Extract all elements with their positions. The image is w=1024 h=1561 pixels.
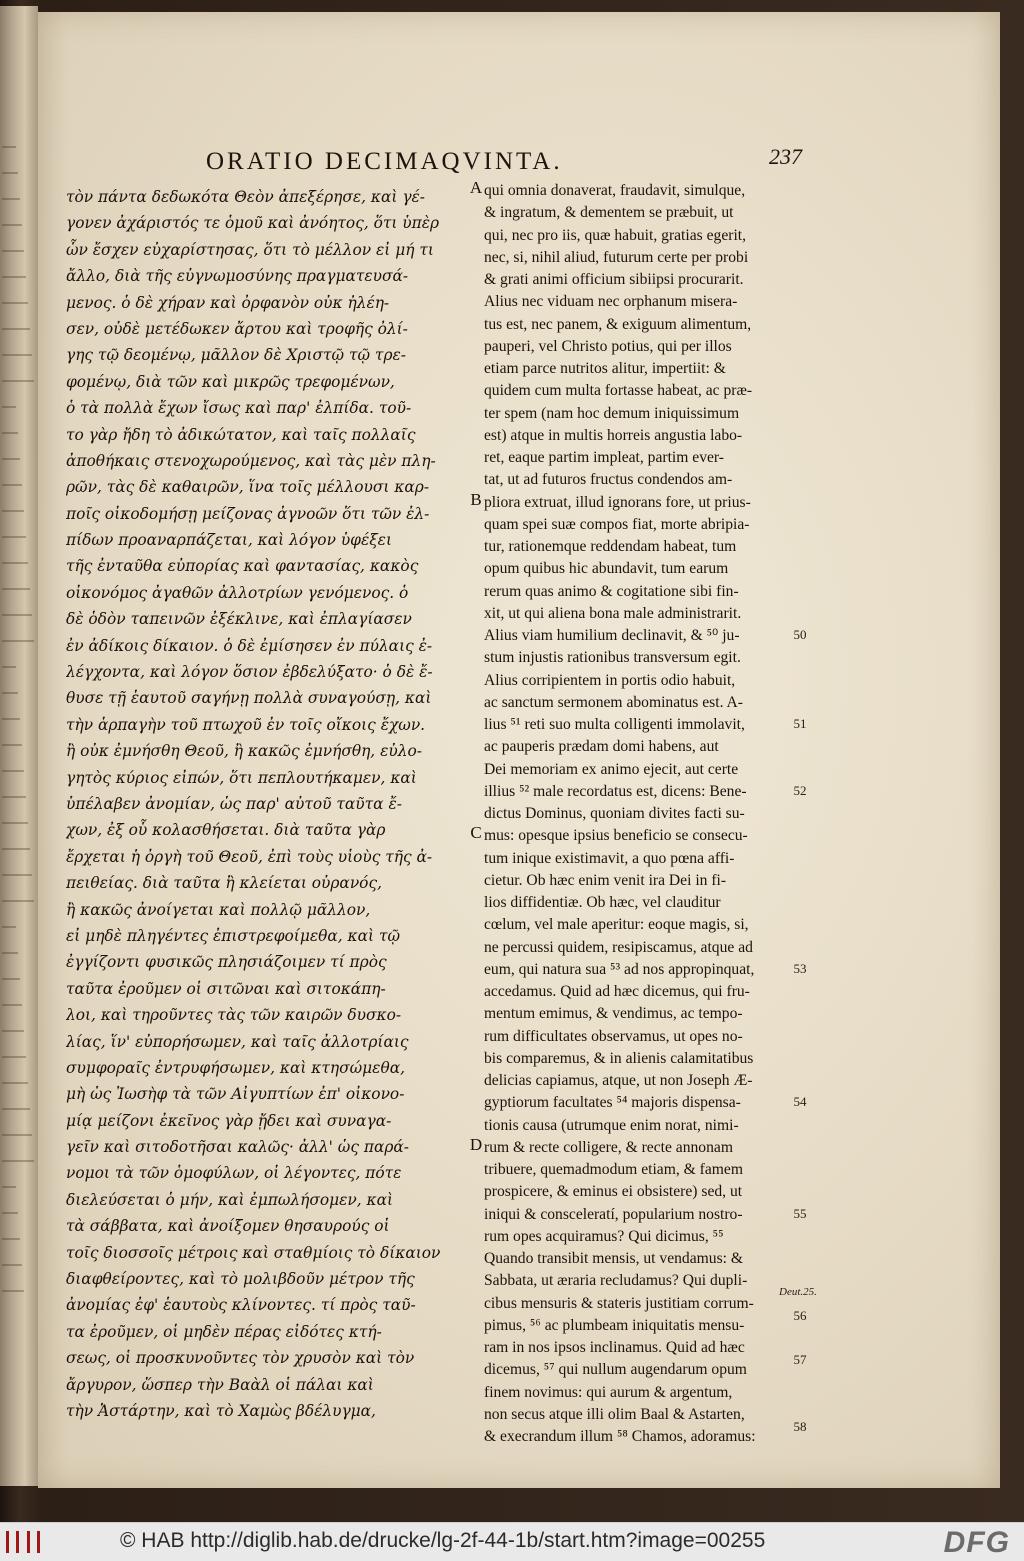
page-header (206, 140, 802, 180)
latin-line: dictus Dominus, quoniam divites facti su- (484, 805, 745, 822)
latin-line: quidem cum multa fortasse habeat, ac præ- (484, 382, 753, 400)
latin-line: mus: opesque ipsius beneficio se consecu- (484, 827, 748, 845)
greek-line: ἔρχεται ἡ ὀργὴ τοῦ Θεοῦ, ἐπὶ τοὺς υἱοὺς τῆς ἀ- (66, 847, 433, 866)
section-marker: C (470, 823, 482, 843)
greek-line: ἄργυρον, ὥσπερ τὴν Βαὰλ οἱ πάλαι καὶ (66, 1375, 374, 1394)
greek-line: λοι, καὶ τηροῦντες τὰς τῶν καιρῶν δυσκο- (66, 1006, 402, 1025)
book-page (38, 12, 1000, 1488)
greek-line: τοῖς διοσσοῖς μέτροις καὶ σταθμίοις τὸ δίκαιον (66, 1243, 441, 1262)
greek-line: δὲ ὁδὸν ταπεινῶν ἐξέκλινε, καὶ ἐπλαγίασεν (66, 610, 412, 629)
margin-note: 51 (793, 716, 807, 731)
greek-line: διαφθείροντες, καὶ τὸ μολιβδοῦν μέτρον τῆς (66, 1270, 415, 1289)
greek-line: σεως, οἱ προσκυνοῦντες τὸν χρυσὸν καὶ τὸν (66, 1349, 415, 1368)
margin-note: 53 (793, 960, 807, 976)
latin-line: ter spem (nam hoc demum iniquissimum (484, 404, 740, 422)
greek-line: σεν, οὐδὲ μετέδωκεν ἄρτου καὶ τροφῆς ὀλί- (66, 319, 408, 338)
section-marker: B (470, 489, 482, 509)
greek-line: διελεύσεται ὁ μήν, καὶ ἐμπωλήσομεν, καὶ (66, 1190, 394, 1209)
greek-line: ἢ κακῶς ἀνοίγεται καὶ πολλῷ μᾶλλον, (66, 900, 371, 919)
greek-line: νομοι τὰ τῶν ὁμοφύλων, οἱ λέγοντες, πότε (66, 1164, 402, 1183)
latin-line: dicemus, ⁵⁷ qui nullum augendarum opum (484, 1361, 747, 1379)
greek-text-column (66, 184, 466, 1424)
section-marker: A (469, 178, 483, 197)
previous-page-edge (0, 6, 38, 1486)
latin-line: tribuere, quemadmodum etiam, & famem (484, 1161, 743, 1178)
latin-line: ac pauperis prædam domi habens, aut (484, 738, 719, 756)
margin-note: 50 (793, 627, 807, 642)
greek-line: λέγχοντα, καὶ λόγον ὅσιον ἐβδελύξατο· ὁ δὲ ἔ- (66, 663, 433, 682)
greek-line: το γὰρ ἤδη τὸ ἀδικώτατον, καὶ ταῖς πολλαῖς (66, 425, 416, 444)
latin-line: bis comparemus, & in alienis calamitatibus (484, 1049, 754, 1067)
latin-line: finem novimus: qui aurum & argentum, (484, 1383, 733, 1401)
margin-note: 56 (793, 1307, 807, 1323)
greek-line: οἰκονόμος ἀγαθῶν ἀλλοτρίων γενόμενος. ὁ (66, 583, 409, 602)
greek-line: ταῦτα ἐροῦμεν οἱ σιτῶναι καὶ σιτοκάπη- (66, 979, 386, 998)
latin-line: qui, nec pro iis, quæ habuit, gratias egerit, (484, 226, 747, 244)
margin-note: Deut.25. (779, 1285, 817, 1298)
margin-note: 54 (793, 1094, 807, 1110)
latin-line: xit, ut qui aliena bona male administrarit. (484, 604, 742, 622)
greek-line: θυσε τῇ ἑαυτοῦ σαγήνῃ πολλὰ συναγούσῃ, καὶ (66, 689, 432, 708)
latin-line: pliora extruat, illud ignorans fore, ut prius- (484, 493, 751, 511)
latin-line: illius ⁵² male recordatus est, dicens: Bene- (484, 782, 747, 800)
greek-line: ἐν ἀδίκοις δίκαιον. ὁ δὲ ἐμίσησεν ἐν πύλαις ἐ- (66, 636, 433, 655)
greek-line: λίας, ἵν' εὐπορήσωμεν, καὶ ταῖς ἀλλοτρίαις (66, 1032, 409, 1051)
latin-line: ac sanctum sermonem abominatus est. A- (484, 693, 743, 711)
greek-line: πίδων προαναρπάζεται, καὶ λόγον ὑφέξει (66, 531, 392, 550)
latin-line: stum injustis rationibus transversum egit. (484, 649, 741, 667)
margin-note: 57 (793, 1352, 807, 1368)
latin-line: & grati animi officium sibiipsi procurarit. (484, 271, 744, 288)
greek-line: ὁ τὰ πολλὰ ἔχων ἴσως καὶ παρ' ἐλπίδα. τοῦ- (66, 399, 412, 418)
greek-line: μενος. ὁ δὲ χήραν καὶ ὀρφανὸν οὐκ ἠλέη- (66, 293, 390, 312)
latin-line: cietur. Ob hæc enim venit ira Dei in fi- (484, 871, 727, 889)
greek-line: ποῖς οἰκοδομήσῃ μείζονας ἀγνοῶν ὅτι τῶν ἐλ- (66, 504, 430, 523)
greek-line: τὸν πάντα δεδωκότα Θεὸν ἀπεξέρησε, καὶ γέ- (66, 188, 425, 206)
margin-note: 55 (793, 1205, 807, 1221)
latin-line: rum & recte colligere, & recte annonam (484, 1138, 733, 1156)
latin-line: ret, eaque partim impleat, partim ever- (484, 449, 724, 466)
greek-line: ὑπέλαβεν ἀνομίαν, ὡς παρ' αὐτοῦ ταῦτα ἔ- (66, 794, 402, 813)
greek-line: γητὸς κύριος εἰπών, ὅτι πεπλουτήκαμεν, καὶ (66, 768, 417, 787)
greek-line: ὧν ἔσχεν εὐχαρίστησας, ὅτι τὸ μέλλον εἰ μή τι (66, 240, 434, 259)
latin-line: qui omnia donaverat, fraudavit, simulque, (484, 182, 746, 199)
greek-line: ρῶν, τὰς δὲ καθαιρῶν, ἵνα τοῖς μέλλουσι καρ- (66, 478, 430, 497)
latin-line: accedamus. Quid ad hæc dicemus, qui fru- (484, 983, 750, 1000)
greek-line: ἄλλο, διὰ τῆς εὐγνωμοσύνης πραγματευσά- (66, 267, 409, 286)
latin-line: Dei memoriam ex animo ejecit, aut certe (484, 760, 739, 778)
latin-line: etiam parce nutritos alitur, impertiit: & (484, 360, 726, 377)
latin-line: tionis causa (utrumque enim norat, nimi- (484, 1116, 739, 1134)
latin-line: ne percussi quidem, resipiscamus, atque ad (484, 938, 753, 956)
greek-line: ἀποθήκαις στενοχωρούμενος, καὶ τὰς μὲν πλη- (66, 451, 436, 470)
dfg-logo: DFG (943, 1526, 1010, 1559)
latin-line: rum opes acquiramus? Qui dicimus, ⁵⁵ (484, 1227, 724, 1245)
latin-line: eum, qui natura sua ⁵³ ad nos appropinquat, (484, 960, 755, 978)
greek-line: φομένῳ, διὰ τῶν καὶ μικρῶς τρεφομένων, (66, 372, 395, 391)
footer-bar (0, 1522, 1024, 1561)
greek-line: γονεν ἀχάριστός τε ὁμοῦ καὶ ἀνόητος, ὅτι ὑπὲρ (66, 214, 440, 233)
greek-line: γης τῷ δεομένῳ, μᾶλλον δὲ Χριστῷ τῷ τρε- (66, 346, 406, 365)
greek-line: τῆς ἐνταῦθα εὐπορίας καὶ φαντασίας, κακὸς (66, 557, 419, 576)
greek-line: μίᾳ μείζονι ἐκεῖνος γὰρ ᾔδει καὶ συναγα- (66, 1111, 392, 1130)
greek-line: τὴν Ἀστάρτην, καὶ τὸ Χαμὼς βδέλυγμα, (66, 1401, 376, 1420)
hab-logo-icon (6, 1531, 40, 1553)
greek-line: γεῖν καὶ σιτοδοτῆσαι καλῶς· ἀλλ' ὡς παρά- (66, 1138, 409, 1157)
greek-line: εἰ μηδὲ πληγέντες ἐπιστρεφοίμεθα, καὶ τῷ (66, 926, 401, 945)
latin-line: mentum emimus, & vendimus, ac tempo- (484, 1005, 743, 1023)
footer-copyright-link[interactable]: © HAB http://diglib.hab.de/drucke/lg-2f-44-1b/start.htm?image=00255 (120, 1529, 766, 1552)
latin-line: delicias capiamus, atque, ut non Joseph Æ- (484, 1072, 753, 1089)
latin-line: lius ⁵¹ reti suo multa colligenti immolavit, (484, 716, 745, 733)
latin-line: tat, ut ad futuros fructus condendos am- (484, 471, 733, 489)
greek-line: χων, ἐξ οὗ κολασθήσεται. διὰ ταῦτα γὰρ (66, 821, 386, 840)
greek-line: μὴ ὡς Ἰωσὴφ τὰ τῶν Αἰγυπτίων ἐπ' οἰκονο- (66, 1085, 405, 1104)
greek-line: πειθείας. διὰ ταῦτα ἢ κλείεται οὐρανός, (66, 874, 382, 893)
page-number: 237 (769, 144, 802, 169)
latin-line: quam spei suæ compos fiat, morte abripia- (484, 515, 750, 533)
latin-line: opum quibus hic abundavit, tum earum (484, 560, 729, 578)
section-marker: D (469, 1134, 483, 1154)
latin-line: Alius corripientem in portis odio habuit, (484, 671, 736, 689)
latin-line: cœlum, vel male aperitur: eoque magis, si, (484, 916, 749, 934)
latin-line: cibus mensuris & stateris justitiam corrum- (484, 1294, 754, 1312)
margin-note: 58 (793, 1419, 807, 1435)
latin-line: pauperi, vel Christo potius, qui per illos (484, 337, 732, 355)
latin-line: est) atque in multis horreis angustia labo- (484, 426, 743, 444)
latin-line: nec, si, nihil aliud, futurum certe per probi (484, 248, 749, 266)
latin-line: lios diffidentiæ. Ob hæc, vel clauditur (484, 894, 721, 911)
greek-line: συμφοραῖς ἐντρυφήσωμεν, καὶ κτησώμεθα, (66, 1058, 405, 1077)
latin-line: rerum quas animo & cogitatione sibi fin- (484, 582, 739, 600)
margin-note: 52 (793, 782, 807, 798)
greek-line: ἀνομίας ἐφ' ἑαυτοὺς κλίνοντες. τί πρὸς ταῦ- (66, 1296, 416, 1315)
greek-line: ἢ οὐκ ἐμνήσθη Θεοῦ, ἢ κακῶς ἐμνήσθη, εὐλο- (66, 742, 422, 761)
latin-line: iniqui & consceleratí, popularium nostro- (484, 1205, 743, 1223)
latin-line: pimus, ⁵⁶ ac plumbeam iniquitatis mensu- (484, 1316, 745, 1334)
latin-text-column (484, 180, 780, 1448)
latin-line: gyptiorum facultates ⁵⁴ majoris dispensa- (484, 1094, 741, 1112)
latin-line: tus est, nec panem, & exiguum alimentum, (484, 315, 752, 333)
greek-line: τὰ σάββατα, καὶ ἀνοίξομεν θησαυρούς οἱ (66, 1217, 390, 1236)
greek-line: τα ἐροῦμεν, οἱ μηδὲν πέρας εἰδότες κτή- (66, 1322, 382, 1341)
latin-line: ram in nos ipsos inclinamus. Quid ad hæc (484, 1339, 745, 1356)
running-title: ORATIO DECIMAQVINTA. (206, 148, 563, 175)
greek-line: ἐγγίζοντι φυσικῶς πλησιάζοιμεν τί πρὸς (66, 953, 387, 972)
latin-line: Sabbata, ut æraria recludamus? Qui dupli- (484, 1272, 748, 1290)
latin-line: Alius viam humilium declinavit, & ⁵⁰ ju- (484, 627, 740, 644)
latin-line: Alius nec viduam nec orphanum misera- (484, 293, 738, 311)
latin-line: Quando transibit mensis, ut vendamus: & (484, 1250, 744, 1267)
latin-line: & ingratum, & dementem se præbuit, ut (484, 204, 734, 222)
latin-line: prospicere, & eminus ei obsistere) sed, ut (484, 1183, 743, 1201)
latin-line: tur, rationemque reddendam habeat, tum (484, 538, 737, 555)
latin-line: non secus atque illi olim Baal & Astarten, (484, 1405, 745, 1423)
latin-line: & execrandum illum ⁵⁸ Chamos, adoramus: (484, 1428, 756, 1445)
latin-line: tum inique existimavit, a quo pœna affi- (484, 849, 735, 867)
greek-line: τὴν ἁρπαγὴν τοῦ πτωχοῦ ἐν τοῖς οἴκοις ἔχων. (66, 715, 426, 734)
latin-line: rum difficultates observamus, ut opes no- (484, 1027, 743, 1045)
